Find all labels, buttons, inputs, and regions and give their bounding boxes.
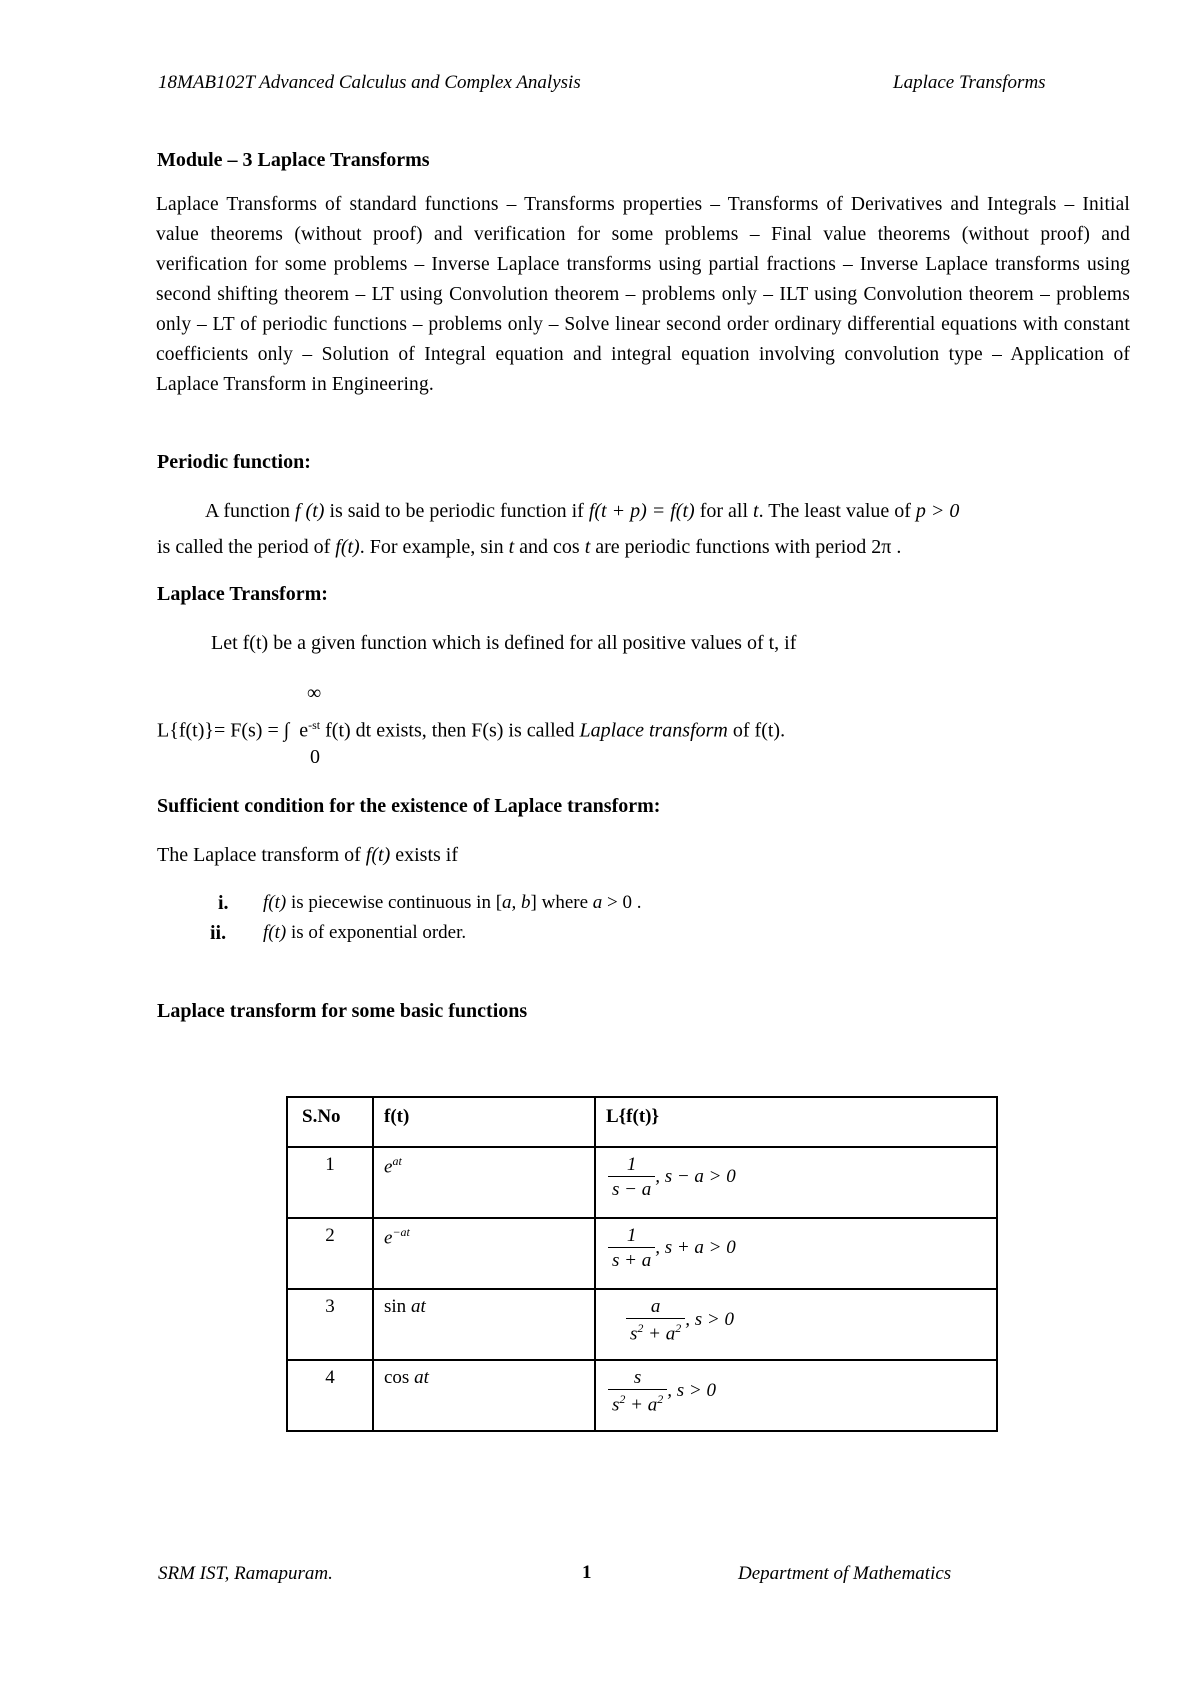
condition-marker-1: i. — [218, 892, 229, 914]
header-section-title: Laplace Transforms — [893, 72, 1046, 93]
integral-lower-limit: 0 — [310, 746, 320, 768]
row-sno: 1 — [287, 1147, 373, 1218]
periodic-heading: Periodic function: — [157, 451, 311, 473]
basic-functions-heading: Laplace transform for some basic functions — [157, 1000, 528, 1022]
integral-sign: ∫ — [283, 719, 290, 742]
footer-institution: SRM IST, Ramapuram. — [158, 1563, 333, 1584]
sufficient-intro: The Laplace transform of f(t) exists if — [157, 844, 459, 866]
condition-item-1: f(t) is piecewise continuous in [a, b] where a > 0 . — [263, 892, 642, 913]
page-number: 1 — [582, 1562, 592, 1583]
module-title: Module – 3 Laplace Transforms — [157, 149, 430, 171]
footer-department: Department of Mathematics — [738, 1563, 952, 1584]
row-sno: 3 — [287, 1289, 373, 1360]
table-row — [287, 1360, 997, 1431]
row-transform: $\frac{1}{s + a}$ , s + a > 0 — [595, 1218, 997, 1289]
row-function: cos at — [373, 1360, 595, 1431]
periodic-definition-line2: is called the period of f(t). For example, sin t and cos t are periodic functions with period 2π . — [157, 536, 902, 558]
integral-upper-limit: ∞ — [307, 682, 322, 704]
row-function: $e^{at}$ — [373, 1147, 595, 1218]
row-transform: $\frac{a}{s^2 + a^2}$ , s > 0 — [595, 1289, 997, 1360]
row-function: sin at — [373, 1289, 595, 1360]
row-function: $e^{-at}$ — [373, 1218, 595, 1289]
module-syllabus: Laplace Transforms of standard functions – Transforms properties – Transforms of Derivatives and Integrals – Initial value theorems (without proof) and verification for some problems – Final value theorems (without proof) and verification for some problems – Inverse Laplace transforms using partial fractions – Inverse Laplace transforms using second shifting theorem – LT using Convolution theorem – problems only – ILT using Convolution theorem – problems only – LT of periodic functions – problems only – Solve linear second order ordinary differential equations with constant coefficients only – Solution of Integral equation and integral equation involving convolution type – Application of Laplace Transform in Engineering. — [156, 194, 1130, 395]
column-header-ft: f(t) — [373, 1097, 595, 1147]
condition-marker-2: ii. — [210, 922, 227, 944]
row-sno: 4 — [287, 1360, 373, 1431]
laplace-intro: Let f(t) be a given function which is defined for all positive values of t, if — [211, 632, 797, 654]
header-course-title: 18MAB102T Advanced Calculus and Complex Analysis — [158, 72, 581, 93]
laplace-definition: L{f(t)}= F(s) = ∫ $e^{-st}$ f(t) dt exists, then F(s) is called Laplace transform of f(t). — [157, 718, 786, 742]
periodic-definition-line1: A function f (t) is said to be periodic function if f(t + p) = f(t) for all t. The least value of p > 0 — [205, 500, 960, 522]
sufficient-heading: Sufficient condition for the existence of Laplace transform: — [157, 795, 661, 817]
table-header-row — [287, 1097, 997, 1147]
row-transform: $\frac{s}{s^2 + a^2}$ , s > 0 — [595, 1360, 997, 1431]
column-header-sno: S.No — [287, 1097, 373, 1147]
table-row — [287, 1289, 997, 1360]
laplace-table — [286, 1096, 998, 1432]
condition-item-2: f(t) is of exponential order. — [263, 922, 467, 943]
row-sno: 2 — [287, 1218, 373, 1289]
table-row — [287, 1147, 997, 1218]
column-header-lft: L{f(t)} — [595, 1097, 997, 1147]
table-row — [287, 1218, 997, 1289]
row-transform: $\frac{1}{s - a}$ , s − a > 0 — [595, 1147, 997, 1218]
laplace-heading: Laplace Transform: — [157, 583, 328, 605]
